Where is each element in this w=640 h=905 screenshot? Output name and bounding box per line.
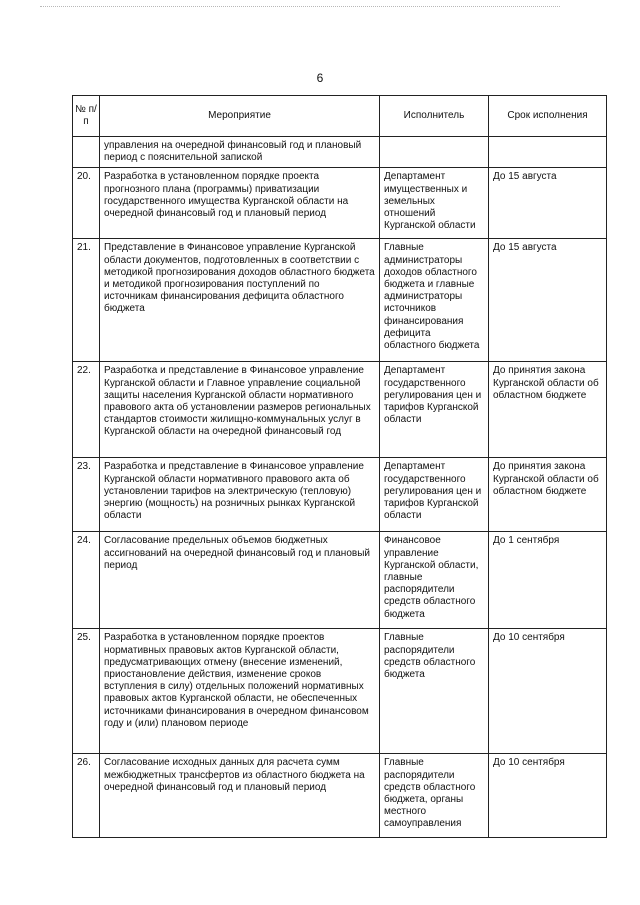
table-row: [73, 458, 607, 532]
row-event: Согласование исходных данных для расчета сумм межбюджетных трансфертов из областного бюджета на очередной финансовый год и плановый период: [100, 754, 380, 838]
row-event: Разработка в установленном порядке проекта прогнозного плана (программы) приватизации государственного имущества Курганской области на очередной финансовый год и плановый период: [100, 168, 380, 239]
header-deadline: Срок исполнения: [489, 96, 607, 137]
row-executor: Департамент имущественных и земельных отношений Курганской области: [380, 168, 489, 239]
row-executor: Главные распорядители средств областного бюджета, органы местного самоуправления: [380, 754, 489, 838]
row-deadline: До принятия закона Курганской области об областном бюджете: [489, 362, 607, 458]
table-row: [73, 754, 607, 838]
table-row: [73, 532, 607, 629]
header-executor: Исполнитель: [380, 96, 489, 137]
row-executor: Департамент государственного регулирования цен и тарифов Курганской области: [380, 458, 489, 532]
row-executor: Главные администраторы доходов областного бюджета и главные администраторы источников финансирования дефицита областного бюджета: [380, 239, 489, 362]
row-event: управления на очередной финансовый год и плановый период с пояснительной запиской: [100, 137, 380, 168]
row-num: 23.: [73, 458, 100, 532]
table-row: [73, 137, 607, 168]
row-executor: [380, 137, 489, 168]
page-number: 6: [316, 71, 324, 85]
plan-table: [72, 95, 607, 838]
row-event: Разработка и представление в Финансовое управление Курганской области и Главное управление социальной защиты населения Курганской области нормативного правового акта об установлении размеров региональных стандартов стоимости жилищно-коммунальных услуг в Курганской области на очередной финансовый год: [100, 362, 380, 458]
row-deadline: До 1 сентября: [489, 532, 607, 629]
row-num: 26.: [73, 754, 100, 838]
row-executor: Финансовое управление Курганской области, главные распорядители средств областного бюджета: [380, 532, 489, 629]
row-num: 22.: [73, 362, 100, 458]
row-num: [73, 137, 100, 168]
header-num: № п/п: [73, 96, 100, 137]
table-row: [73, 168, 607, 239]
row-executor: Департамент государственного регулирования цен и тарифов Курганской области: [380, 362, 489, 458]
row-event: Разработка и представление в Финансовое управление Курганской области нормативного правового акта об установлении тарифов на электрическую (тепловую) энергию (мощность) на розничных рынках Курганской области: [100, 458, 380, 532]
row-deadline: [489, 137, 607, 168]
table-row: [73, 629, 607, 754]
row-event: Представление в Финансовое управление Курганской области документов, подготовленных в соответствии с методикой прогнозирования доходов областного бюджета и методикой прогнозирования поступлений по источникам финансирования дефицита областного бюджета: [100, 239, 380, 362]
row-event: Разработка в установленном порядке проектов нормативных правовых актов Курганской области, предусматривающих отмену (внесение изменений, приостановление действия, изменение сроков вступления в силу) отдельных положений нормативных правовых актов Курганской области, не обеспеченных источниками финансирования в очередном финансовом году и (или) плановом периоде: [100, 629, 380, 754]
row-deadline: До 15 августа: [489, 239, 607, 362]
table-header-row: [73, 96, 607, 137]
table-row: [73, 362, 607, 458]
row-num: 21.: [73, 239, 100, 362]
table-row: [73, 239, 607, 362]
row-deadline: До принятия закона Курганской области об областном бюджете: [489, 458, 607, 532]
row-num: 24.: [73, 532, 100, 629]
row-event: Согласование предельных объемов бюджетных ассигнований на очередной финансовый год и плановый период: [100, 532, 380, 629]
row-executor: Главные распорядители средств областного бюджета: [380, 629, 489, 754]
scan-top-edge: [40, 6, 560, 7]
row-deadline: До 15 августа: [489, 168, 607, 239]
row-num: 20.: [73, 168, 100, 239]
row-num: 25.: [73, 629, 100, 754]
row-deadline: До 10 сентября: [489, 754, 607, 838]
header-event: Мероприятие: [100, 96, 380, 137]
row-deadline: До 10 сентября: [489, 629, 607, 754]
